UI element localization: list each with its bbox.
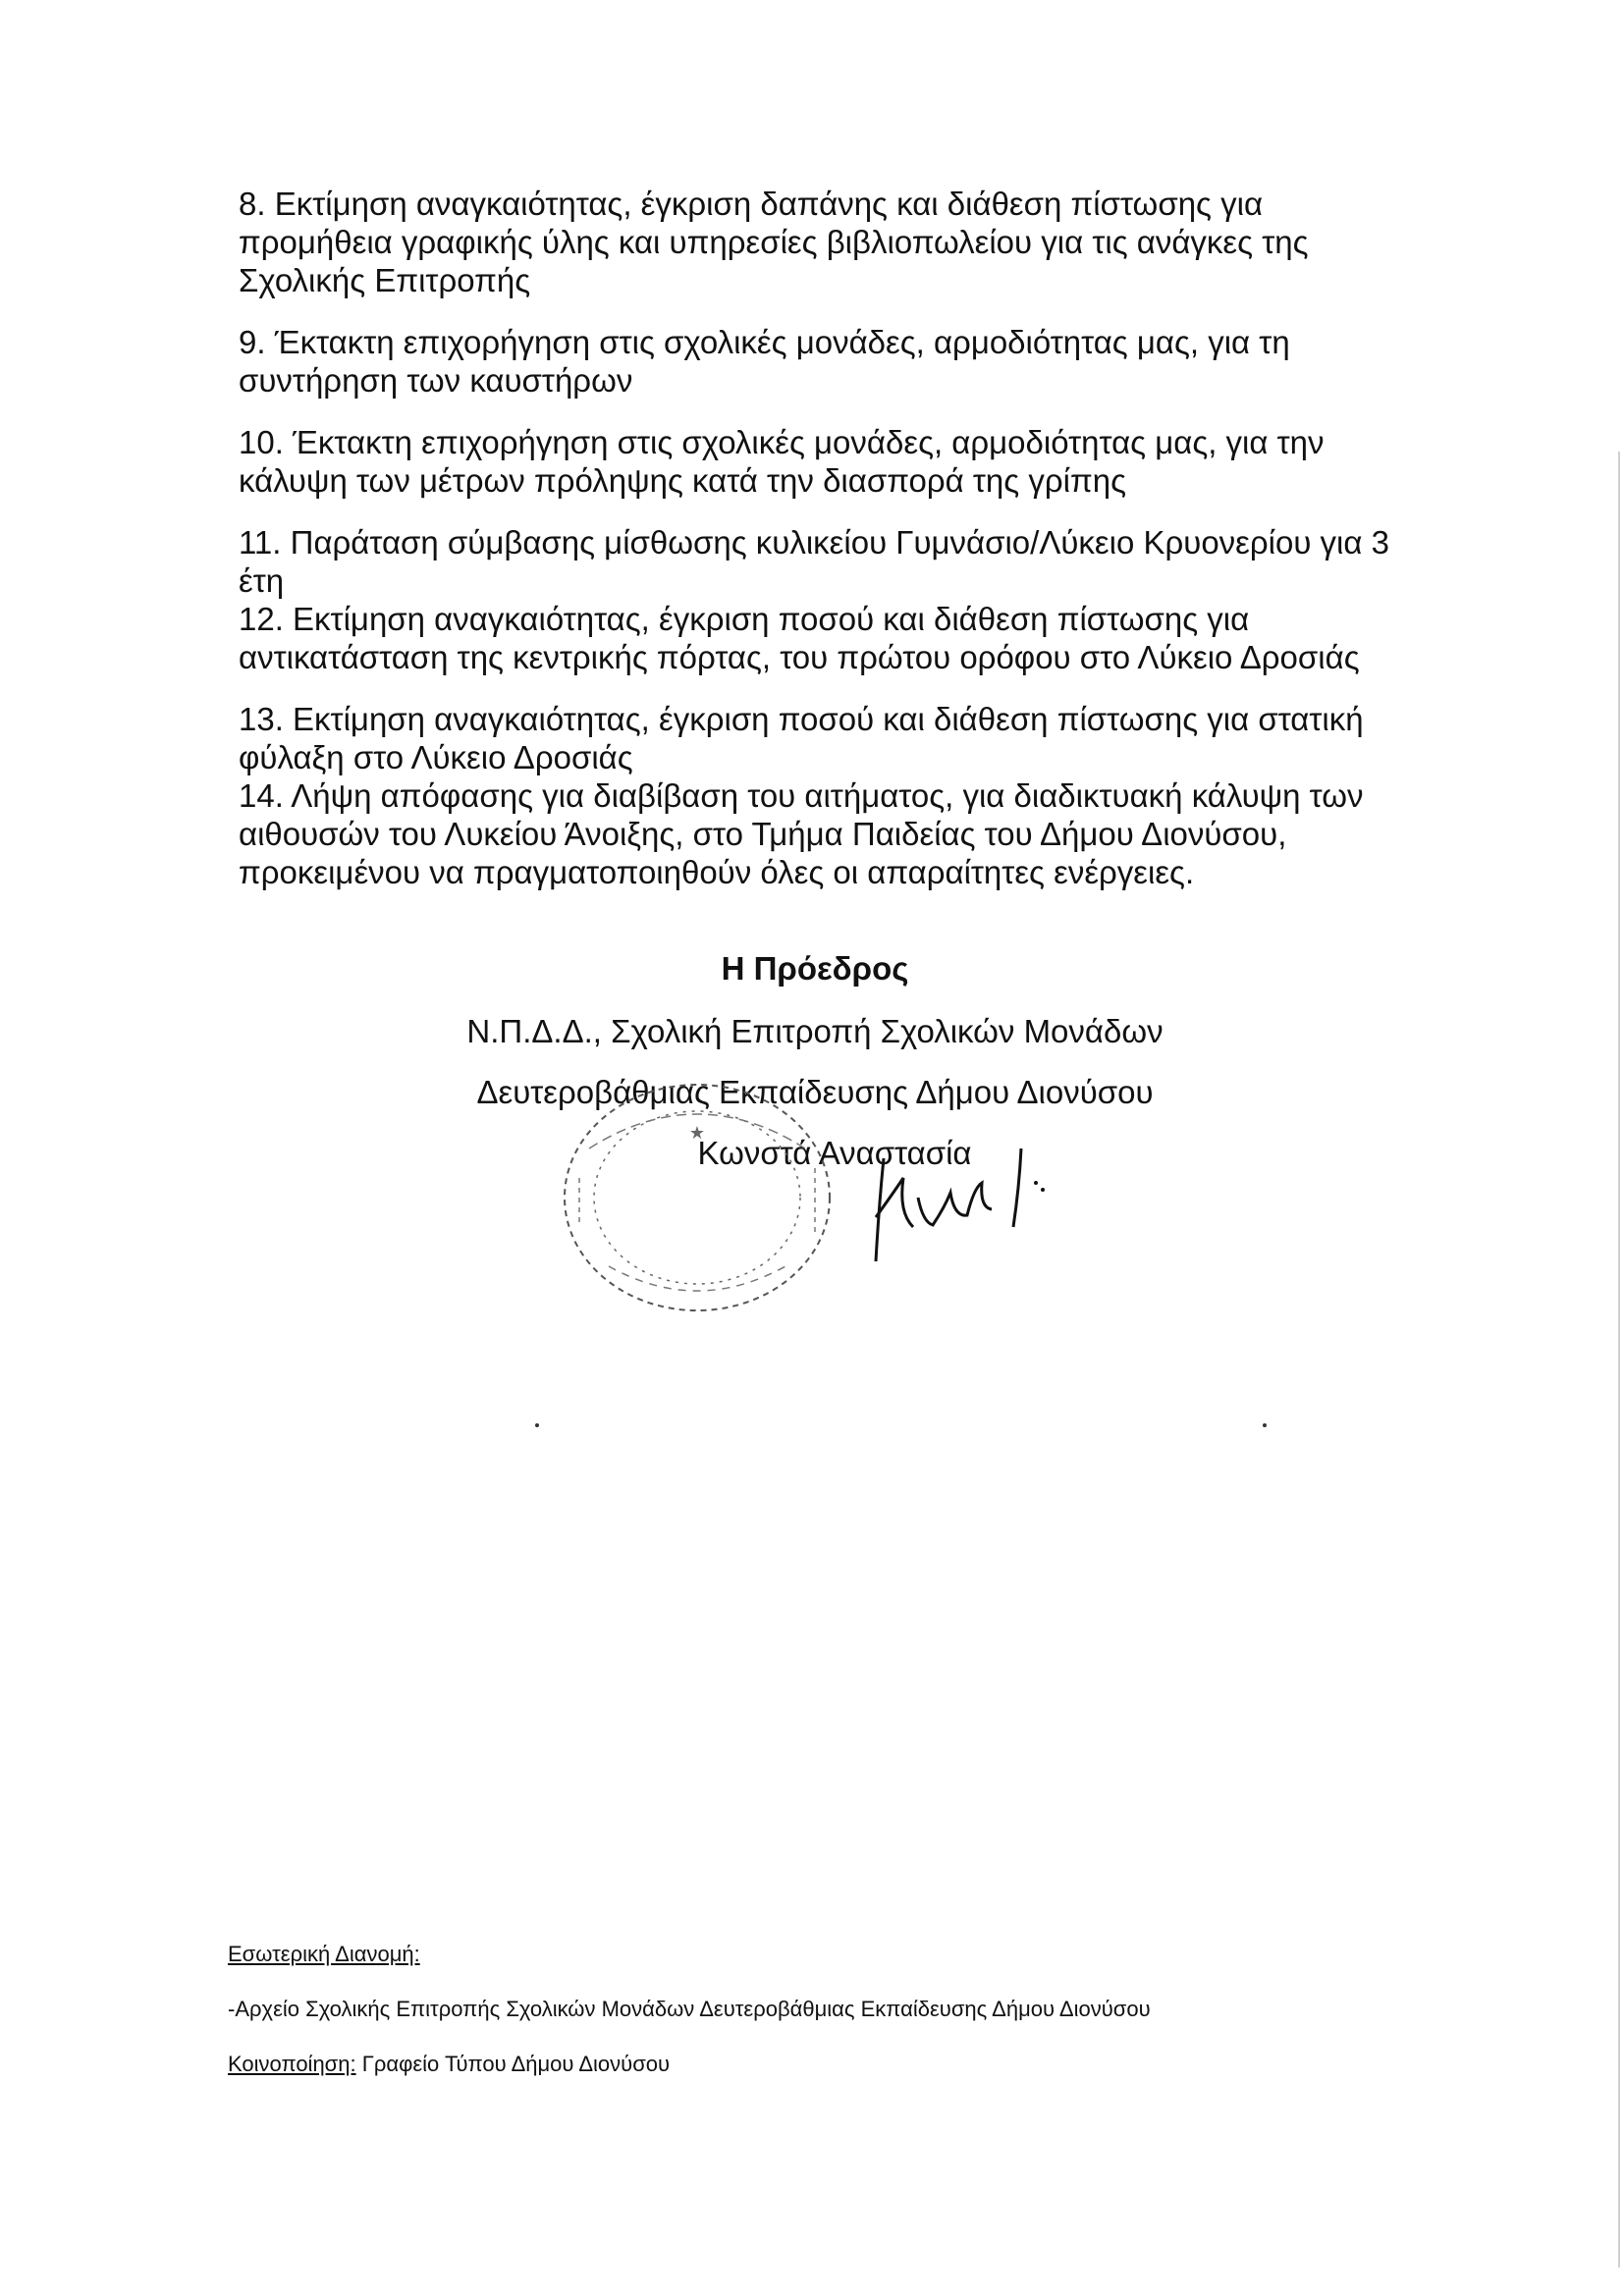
scan-speck xyxy=(535,1423,539,1427)
agenda-items xyxy=(239,185,1397,891)
signer-name: Κωνστά Αναστασία xyxy=(697,1135,972,1171)
agenda-item: 10. Έκτακτη επιχορήγηση στις σχολικές μονάδες, αρμοδιότητας μας, για την κάλυψη των μέτρων πρόληψης κατά την διασπορά της γρίπης xyxy=(239,424,1325,499)
signer-role: Η Πρόεδρος xyxy=(721,950,909,987)
agenda-item: 13. Εκτίμηση αναγκαιότητας, έγκριση ποσού και διάθεση πίστωσης για στατική φύλαξη στο Λύκειο Δροσιάς xyxy=(239,701,1364,775)
agenda-item: 14. Λήψη απόφασης για διαβίβαση του αιτήματος, για διαδικτυακή κάλυψη των αιθουσών του Λυκείου Άνοιξης, στο Τμήμα Παιδείας του Δήμου Διονύσου, προκειμένου να πραγματοποιηθούν όλες οι απαραίτητες ενέργειες. xyxy=(239,777,1364,890)
notification-value: Γραφείο Τύπου Δήμου Διονύσου xyxy=(355,2052,671,2076)
notification-line xyxy=(228,2052,1406,2077)
notification-label: Κοινοποίηση: xyxy=(228,2052,356,2076)
agenda-item: 8. Εκτίμηση αναγκαιότητας, έγκριση δαπάνης και διάθεση πίστωσης για προμήθεια γραφικής ύλης και υπηρεσίες βιβλιοπωλείου για τις ανάγκες της Σχολικής Επιτροπής xyxy=(239,186,1309,298)
svg-text:★: ★ xyxy=(688,1123,706,1144)
agenda-item: 11. Παράταση σύμβασης μίσθωσης κυλικείου Γυμνάσιο/Λύκειο Κρυονερίου για 3 έτη xyxy=(239,524,1389,599)
agenda-item: 12. Εκτίμηση αναγκαιότητας, έγκριση ποσού και διάθεση πίστωσης για αντικατάσταση της κεντρικής πόρτας, του πρώτου ορόφου στο Λύκειο Δροσιάς xyxy=(239,601,1360,675)
organization-line-2: Δευτεροβάθμιας Εκπαίδευσης Δήμου Διονύσου xyxy=(476,1074,1154,1110)
handwritten-signature xyxy=(864,1139,1051,1276)
internal-distribution-heading: Εσωτερική Διανομή: xyxy=(228,1942,420,1966)
scan-speck xyxy=(1263,1423,1267,1427)
agenda-item: 9. Έκτακτη επιχορήγηση στις σχολικές μονάδες, αρμοδιότητας μας, για τη συντήρηση των καυστήρων xyxy=(239,324,1290,399)
distribution-section xyxy=(228,1942,1406,2107)
archive-line: -Αρχείο Σχολικής Επιτροπής Σχολικών Μονάδων Δευτεροβάθμιας Εκπαίδευσης Δήμου Διονύσου xyxy=(228,1997,1151,2021)
organization-line-1: Ν.Π.Δ.Δ., Σχολική Επιτροπή Σχολικών Μονάδων xyxy=(466,1013,1164,1049)
scan-edge-line xyxy=(1618,452,1620,2268)
official-seal-stamp xyxy=(550,1070,844,1325)
